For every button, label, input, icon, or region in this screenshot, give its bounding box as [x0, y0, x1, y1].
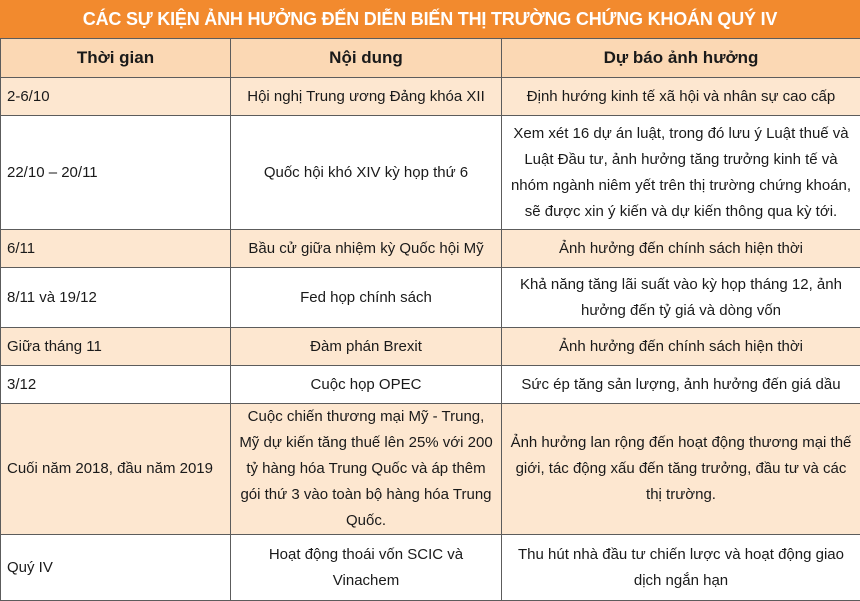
- time-cell: Quý IV: [1, 535, 231, 601]
- header-content: Nội dung: [231, 39, 502, 78]
- content-cell: Hội nghị Trung ương Đảng khóa XII: [231, 78, 502, 116]
- impact-cell: Thu hút nhà đầu tư chiến lược và hoạt động giao dịch ngắn hạn: [502, 535, 860, 601]
- content-cell: Quốc hội khó XIV kỳ họp thứ 6: [231, 116, 502, 230]
- impact-cell: Ảnh hưởng đến chính sách hiện thời: [502, 230, 860, 268]
- content-cell: Đàm phán Brexit: [231, 328, 502, 366]
- table-row: [1, 78, 860, 116]
- impact-cell: Xem xét 16 dự án luật, trong đó lưu ý Luật thuế và Luật Đầu tư, ảnh hưởng tăng trưởng kinh tế và nhóm ngành niêm yết trên thị trường chứng khoán, sẽ được xin ý kiến và dự kiến thông qua kỳ tới.: [502, 116, 860, 230]
- time-cell: 2-6/10: [1, 78, 231, 116]
- time-cell: Cuối năm 2018, đầu năm 2019: [1, 404, 231, 535]
- table-row: [1, 404, 860, 535]
- impact-cell: Khả năng tăng lãi suất vào kỳ họp tháng 12, ảnh hưởng đến tỷ giá và dòng vốn: [502, 268, 860, 328]
- content-cell: Cuộc họp OPEC: [231, 366, 502, 404]
- content-cell: Cuộc chiến thương mại Mỹ - Trung, Mỹ dự kiến tăng thuế lên 25% với 200 tỷ hàng hóa Trung Quốc và áp thêm gói thứ 3 vào toàn bộ hàng hóa Trung Quốc.: [231, 404, 502, 535]
- content-cell: Bầu cử giữa nhiệm kỳ Quốc hội Mỹ: [231, 230, 502, 268]
- table-row: [1, 328, 860, 366]
- time-cell: Giữa tháng 11: [1, 328, 231, 366]
- table-row: [1, 116, 860, 230]
- table-row: [1, 230, 860, 268]
- table-row: [1, 366, 860, 404]
- header-impact: Dự báo ảnh hưởng: [502, 39, 860, 78]
- header-row: [1, 39, 860, 78]
- table-row: [1, 535, 860, 601]
- table-row: [1, 268, 860, 328]
- content-cell: Hoạt động thoái vốn SCIC và Vinachem: [231, 535, 502, 601]
- time-cell: 3/12: [1, 366, 231, 404]
- time-cell: 6/11: [1, 230, 231, 268]
- time-cell: 22/10 – 20/11: [1, 116, 231, 230]
- header-time: Thời gian: [1, 39, 231, 78]
- time-cell: 8/11 và 19/12: [1, 268, 231, 328]
- impact-cell: Ảnh hưởng lan rộng đến hoạt động thương mại thế giới, tác động xấu đến tăng trưởng, đầu tư và các thị trường.: [502, 404, 860, 535]
- table-title: CÁC SỰ KIỆN ẢNH HƯỞNG ĐẾN DIỄN BIẾN THỊ TRƯỜNG CHỨNG KHOÁN QUÝ IV: [0, 0, 860, 38]
- impact-cell: Định hướng kinh tế xã hội và nhân sự cao cấp: [502, 78, 860, 116]
- events-table: [0, 38, 860, 601]
- impact-cell: Ảnh hưởng đến chính sách hiện thời: [502, 328, 860, 366]
- content-cell: Fed họp chính sách: [231, 268, 502, 328]
- impact-cell: Sức ép tăng sản lượng, ảnh hưởng đến giá dầu: [502, 366, 860, 404]
